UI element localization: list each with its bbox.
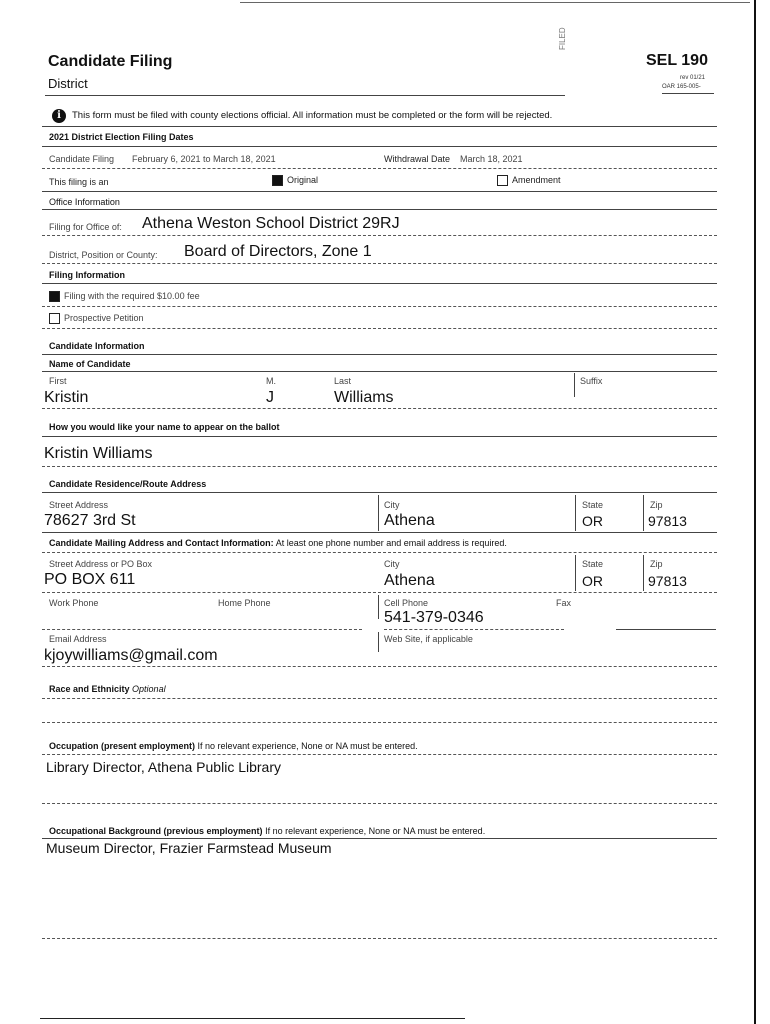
amendment-option[interactable] — [497, 175, 561, 186]
divider — [42, 532, 717, 533]
divider — [42, 698, 717, 699]
divider — [42, 838, 717, 839]
mailing-state-value[interactable]: OR — [582, 573, 603, 589]
divider — [42, 754, 717, 755]
cell-phone-value[interactable]: 541-379-0346 — [384, 609, 484, 626]
page-top-edge — [240, 2, 750, 3]
divider — [42, 803, 717, 804]
ballot-name-value[interactable]: Kristin Williams — [44, 445, 153, 462]
residence-zip-value[interactable]: 97813 — [648, 513, 687, 529]
divider — [42, 283, 717, 284]
name-heading: Name of Candidate — [49, 359, 131, 369]
mailing-note: At least one phone number and email address is required. — [275, 538, 507, 548]
race-heading: Race and Ethnicity — [49, 684, 130, 694]
divider — [42, 209, 717, 210]
withdrawal-label: Withdrawal Date — [384, 154, 451, 164]
form-code: SEL 190 — [646, 52, 708, 69]
form-oar: OAR 165-005- — [662, 84, 701, 90]
race-note: Optional — [132, 684, 166, 694]
background-heading: Occupational Background (previous employment) — [49, 826, 263, 836]
mailing-heading: Candidate Mailing Address and Contact Information: — [49, 538, 274, 548]
mailing-zip-label: Zip — [650, 559, 663, 569]
original-checkbox[interactable] — [272, 175, 283, 186]
form-rev: rev 01/21 — [680, 75, 706, 81]
fee-checkbox[interactable] — [49, 291, 60, 302]
divider — [42, 354, 717, 355]
filing-type-label: This filing is an — [49, 177, 109, 187]
filing-dates-label: Candidate Filing — [49, 154, 115, 164]
divider — [42, 328, 717, 329]
candidate-heading: Candidate Information — [49, 341, 145, 351]
cell-phone-label: Cell Phone — [384, 598, 429, 608]
residence-state-value[interactable]: OR — [582, 513, 603, 529]
divider — [42, 466, 717, 467]
email-label: Email Address — [49, 634, 107, 644]
petition-label: Prospective Petition — [64, 313, 144, 323]
residence-city-label: City — [384, 500, 400, 510]
divider — [384, 629, 564, 630]
petition-checkbox[interactable] — [49, 313, 60, 324]
city-divider — [378, 495, 379, 531]
website-divider — [378, 632, 379, 652]
position-label: District, Position or County: — [49, 250, 158, 260]
mailing-city-label: City — [384, 559, 400, 569]
oar-underline — [662, 93, 714, 94]
form-notice: This form must be filed with county elections official. All information must be completed or the form will be rejected. — [72, 110, 553, 121]
divider — [42, 492, 717, 493]
occupation-value[interactable]: Library Director, Athena Public Library — [46, 759, 281, 775]
residence-street-label: Street Address — [49, 500, 109, 510]
dates-heading: 2021 District Election Filing Dates — [49, 132, 194, 142]
divider — [42, 629, 362, 630]
zip-divider — [643, 555, 644, 591]
mailing-street-label: Street Address or PO Box — [49, 559, 153, 569]
middle-initial-value[interactable]: J — [266, 389, 274, 406]
divider — [42, 191, 717, 192]
first-name-value[interactable]: Kristin — [44, 389, 89, 406]
amendment-label: Amendment — [512, 175, 561, 185]
last-name-label: Last — [334, 376, 352, 386]
work-phone-label: Work Phone — [49, 598, 99, 608]
original-option[interactable] — [272, 175, 318, 186]
cell-divider — [378, 595, 379, 619]
title-underline — [45, 95, 565, 96]
divider — [42, 666, 717, 667]
divider — [42, 436, 717, 437]
occupation-heading: Occupation (present employment) — [49, 741, 196, 751]
fax-label: Fax — [556, 598, 572, 608]
state-divider — [575, 555, 576, 591]
divider — [42, 168, 717, 169]
fee-option[interactable] — [49, 291, 200, 302]
background-heading-row — [49, 826, 485, 836]
fee-label: Filing with the required $10.00 fee — [64, 291, 200, 301]
form-subtitle: District — [48, 76, 88, 91]
zip-divider — [643, 495, 644, 531]
suffix-divider — [574, 373, 575, 397]
divider — [42, 552, 717, 553]
residence-street-value[interactable]: 78627 3rd St — [44, 512, 136, 529]
ballot-name-label: How you would like your name to appear on the ballot — [49, 422, 280, 432]
home-phone-label: Home Phone — [218, 598, 271, 608]
divider — [42, 722, 717, 723]
mailing-state-label: State — [582, 559, 604, 569]
middle-initial-label: M. — [266, 376, 276, 386]
residence-zip-label: Zip — [650, 500, 663, 510]
suffix-label: Suffix — [580, 376, 603, 386]
page-right-edge — [754, 0, 756, 1024]
divider — [42, 146, 717, 147]
residence-state-label: State — [582, 500, 604, 510]
divider — [42, 371, 717, 372]
divider — [42, 126, 717, 127]
occupation-heading-row — [49, 741, 418, 751]
office-value[interactable]: Athena Weston School District 29RJ — [142, 215, 400, 232]
filing-dates-value: February 6, 2021 to March 18, 2021 — [132, 154, 276, 164]
divider — [42, 592, 717, 593]
filing-info-heading: Filing Information — [49, 270, 125, 280]
office-heading: Office Information — [49, 197, 120, 207]
info-icon: i — [52, 109, 66, 123]
mailing-city-value[interactable]: Athena — [384, 572, 435, 589]
occupation-note: If no relevant experience, None or NA must be entered. — [197, 741, 418, 751]
divider — [42, 306, 717, 307]
page-bottom-edge — [40, 1018, 465, 1019]
original-label: Original — [287, 175, 319, 185]
race-heading-row — [49, 684, 166, 694]
divider — [42, 263, 717, 264]
residence-city-value[interactable]: Athena — [384, 512, 435, 529]
withdrawal-value: March 18, 2021 — [460, 154, 523, 164]
petition-option[interactable] — [49, 313, 144, 324]
divider — [42, 408, 717, 409]
state-divider — [575, 495, 576, 531]
residence-heading: Candidate Residence/Route Address — [49, 479, 207, 489]
office-label: Filing for Office of: — [49, 222, 122, 232]
mailing-zip-value[interactable]: 97813 — [648, 573, 687, 589]
mailing-heading-row — [49, 538, 507, 548]
position-value[interactable]: Board of Directors, Zone 1 — [184, 243, 372, 260]
amendment-checkbox[interactable] — [497, 175, 508, 186]
divider — [42, 235, 717, 236]
background-value[interactable]: Museum Director, Frazier Farmstead Museum — [46, 840, 332, 856]
mailing-street-value[interactable]: PO BOX 611 — [44, 571, 136, 588]
background-note: If no relevant experience, None or NA must be entered. — [265, 826, 486, 836]
last-name-value[interactable]: Williams — [334, 389, 394, 406]
form-title: Candidate Filing — [48, 53, 173, 70]
divider — [42, 938, 717, 939]
received-stamp: FILED — [558, 27, 567, 50]
email-value[interactable]: kjoywilliams@gmail.com — [44, 647, 218, 664]
website-label: Web Site, if applicable — [384, 634, 473, 644]
first-name-label: First — [49, 376, 67, 386]
divider — [616, 629, 716, 630]
